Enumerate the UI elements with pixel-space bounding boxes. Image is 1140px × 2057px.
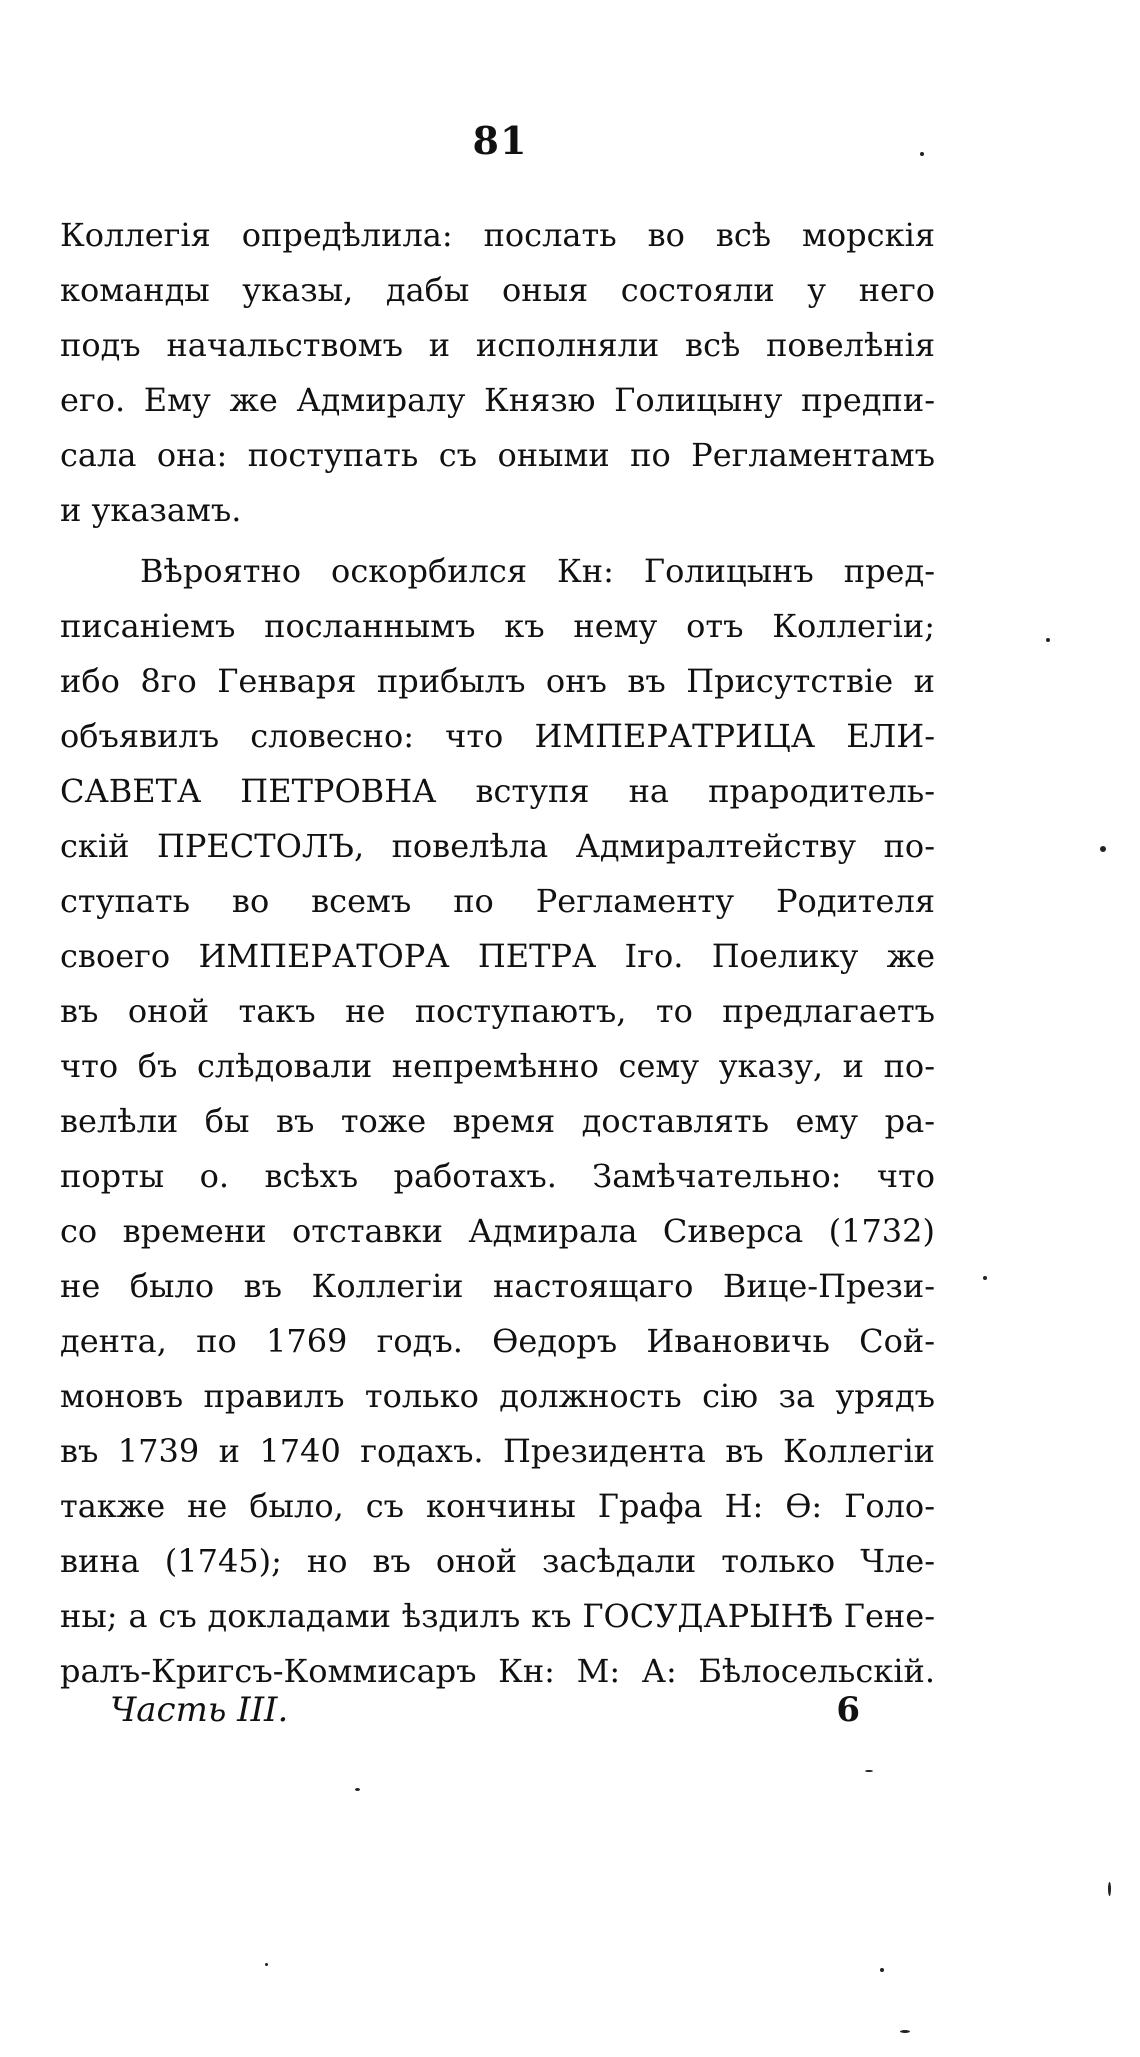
scan-speck [1100,846,1106,852]
text-line: также не было, съ кончины Графа Н: Ө: Голо- [60,1487,935,1525]
text-line: моновъ правилъ только должность сію за урядъ [60,1377,935,1415]
text-line: писаніемъ посланнымъ къ нему отъ Коллегіи; [60,607,935,645]
volume-label: Часть III. [110,1690,289,1730]
text-line: ралъ-Кригсъ-Коммисаръ Кн: М: А: Бѣлосельскій. [60,1652,935,1690]
scan-speck [880,1968,884,1972]
scan-speck [1046,638,1050,642]
text-line: не было въ Коллегіи настоящаго Вице-Прези- [60,1267,935,1305]
text-line: дента, по 1769 годъ. Өедоръ Ивановичь Сой- [60,1322,935,1360]
paragraph-start-line: Вѣроятно оскорбился Кн: Голицынъ пред- [140,552,935,590]
scan-speck [265,1963,268,1966]
text-line: САВЕТА ПЕТРОВНА вступя на прародитель- [60,772,935,810]
text-line: своего ИМПЕРАТОРА ПЕТРА Іго. Поелику же [60,937,935,975]
text-line: Коллегія опредѣлила: послать во всѣ морскія [60,216,935,254]
body-text [60,208,935,1699]
text-line: вина (1745); но въ оной засѣдали только Чле- [60,1542,935,1580]
text-line: его. Ему же Адмиралу Князю Голицыну предпи- [60,381,935,419]
text-line: команды указы, дабы оныя состояли у него [60,271,935,309]
text-line: ны; а съ докладами ѣздилъ къ ГОСУДАРЫНѢ Гене- [60,1597,935,1635]
page-footer [110,1690,860,1740]
scan-speck [865,1770,873,1772]
text-line: ступать во всемъ по Регламенту Родителя [60,882,935,920]
text-line: въ 1739 и 1740 годахъ. Президента въ Коллегіи [60,1432,935,1470]
text-line: велѣли бы въ тоже время доставлять ему ра- [60,1102,935,1140]
text-line: ибо 8го Генваря прибылъ онъ въ Присутствіе и [60,662,935,700]
text-line: сала она: поступать съ оными по Регламентамъ [60,436,935,474]
scan-speck [983,1276,987,1280]
text-line: со времени отставки Адмирала Сиверса (1732) [60,1212,935,1250]
text-line: и указамъ. [60,491,242,529]
scan-speck [920,152,924,156]
text-line: что бъ слѣдовали непремѣнно сему указу, и по- [60,1047,935,1085]
text-line: подъ начальствомъ и исполняли всѣ повелѣнія [60,326,935,364]
page-number: 81 [472,118,528,163]
scan-speck [900,2030,910,2033]
text-line: скій ПРЕСТОЛЪ, повелѣла Адмиралтейству по- [60,827,935,865]
text-line: порты о. всѣхъ работахъ. Замѣчательно: что [60,1157,935,1195]
text-line: въ оной такъ не поступаютъ, то предлагаетъ [60,992,935,1030]
text-line: объявилъ словесно: что ИМПЕРАТРИЦА ЕЛИ- [60,717,935,755]
scan-speck [1108,1882,1111,1896]
scan-speck [355,1788,360,1791]
signature-mark: 6 [836,1690,860,1730]
